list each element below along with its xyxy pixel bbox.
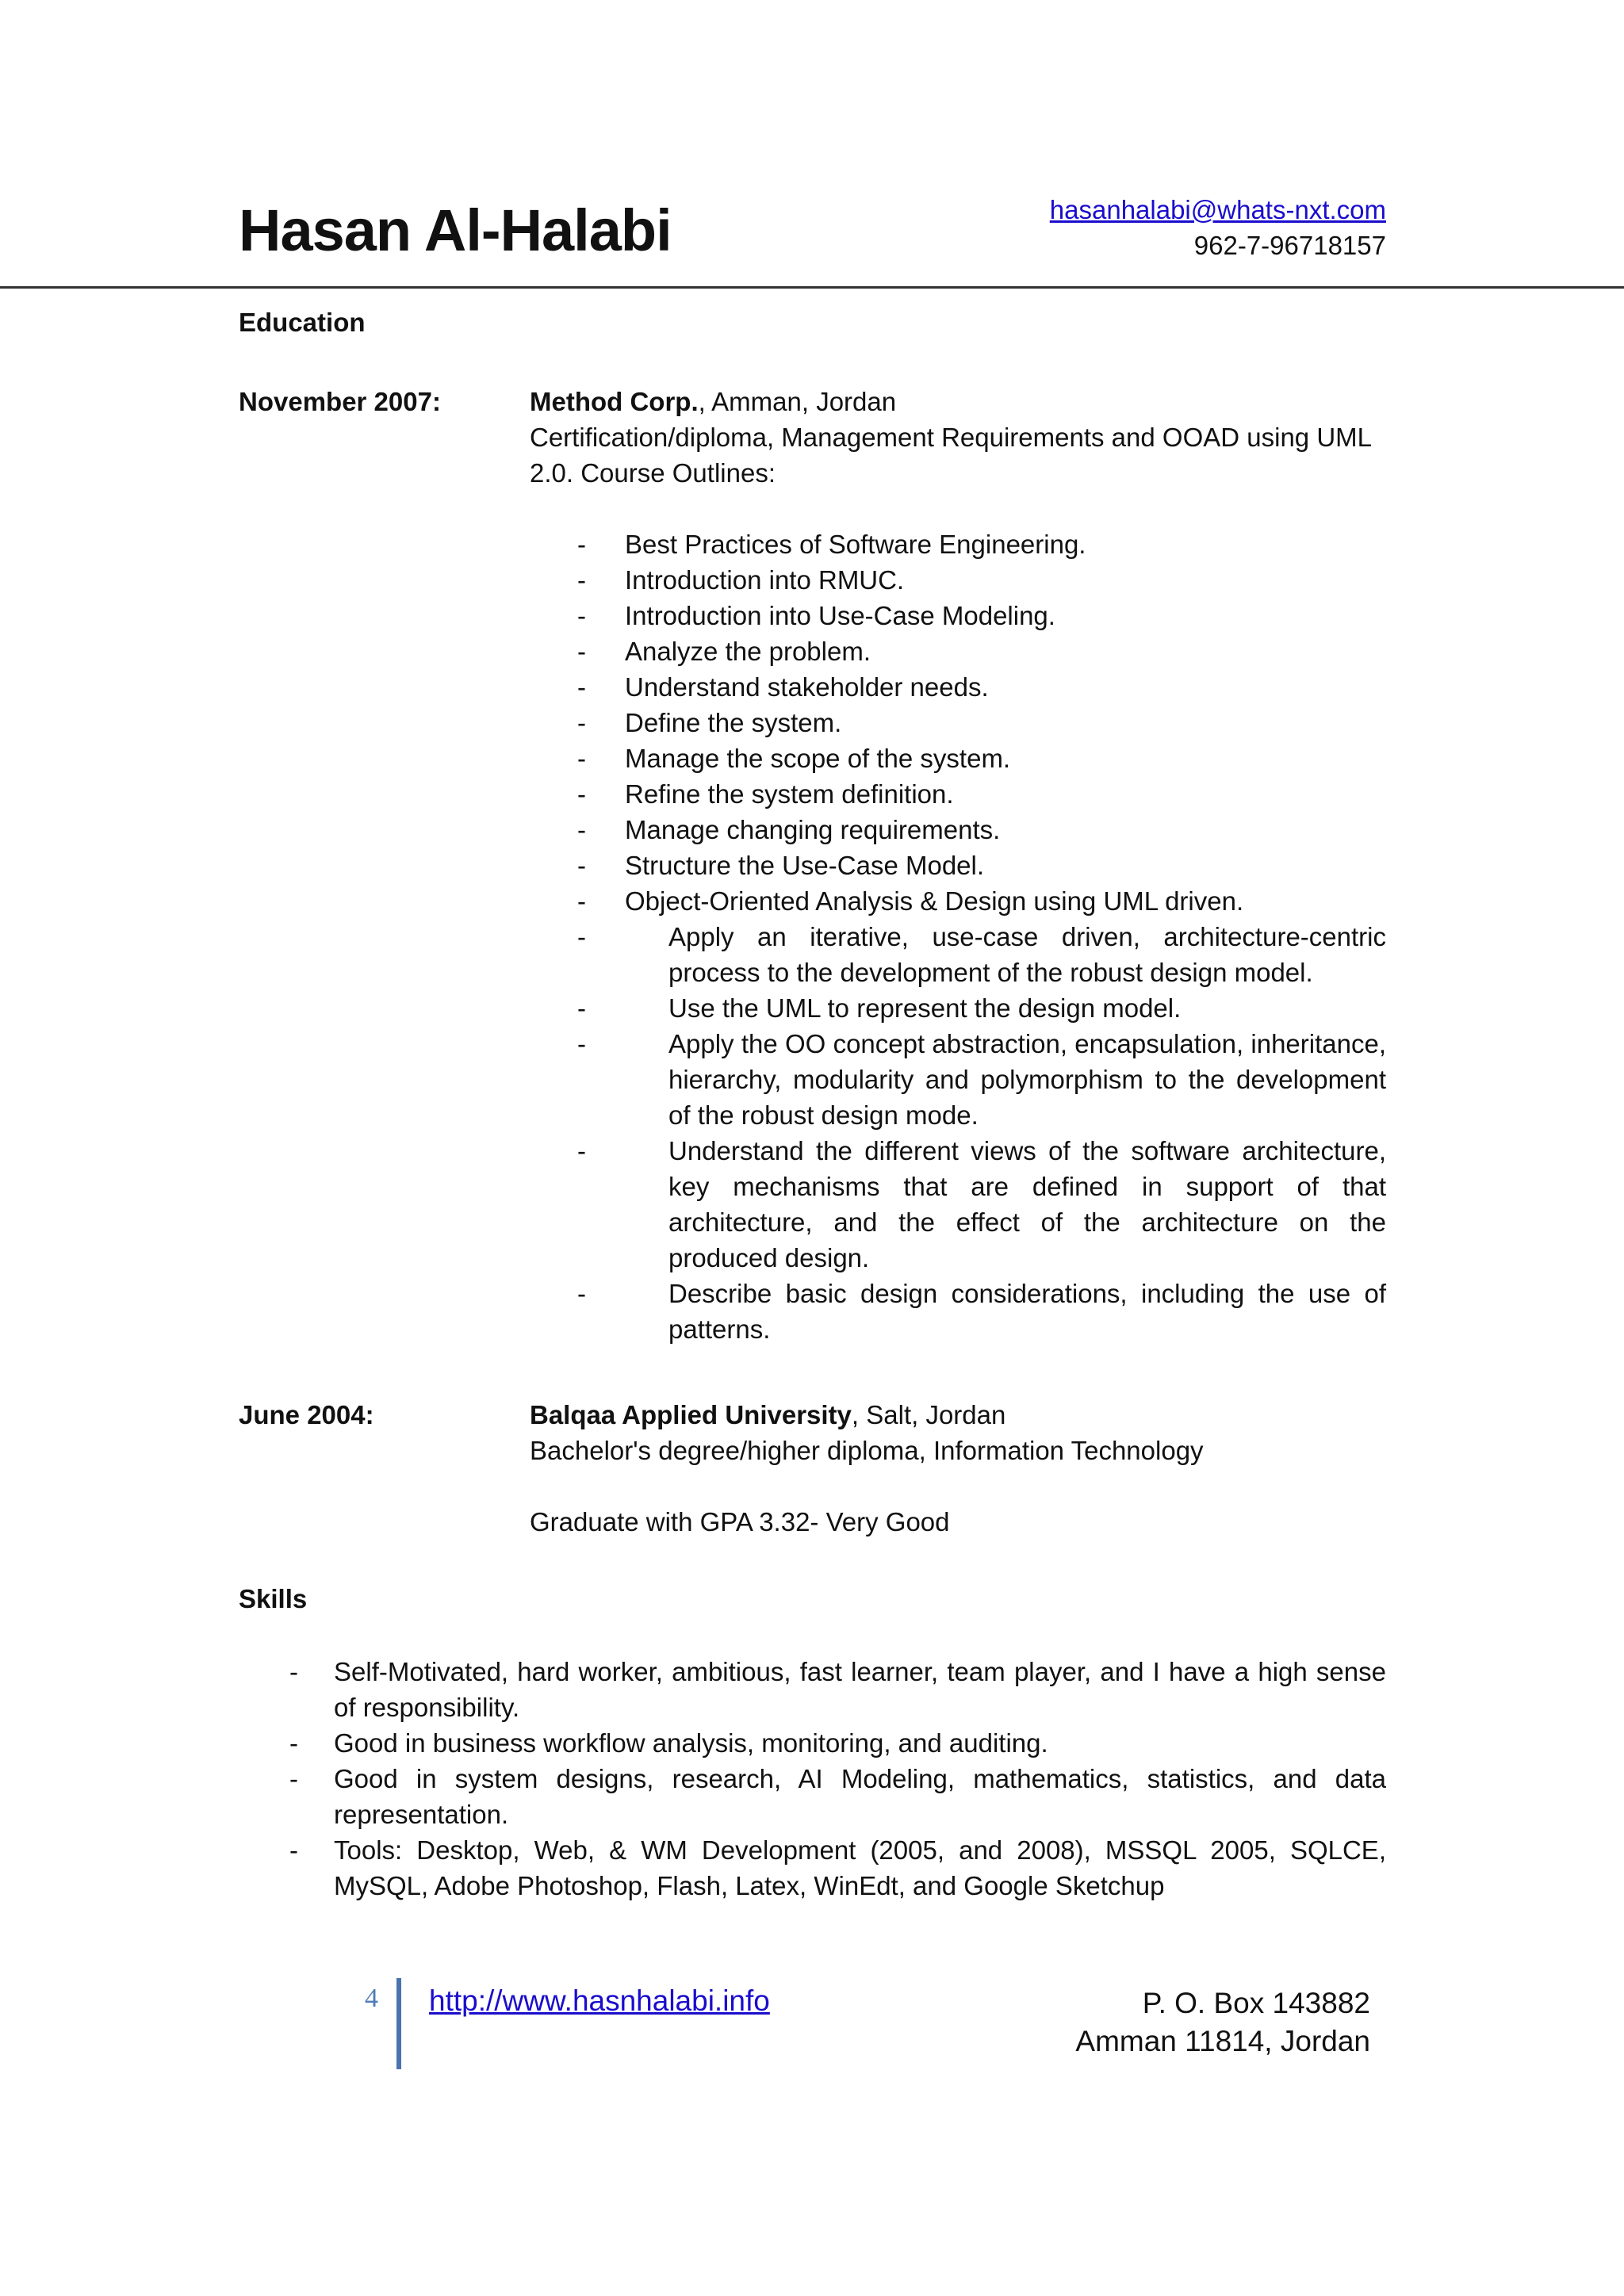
skills-heading: Skills <box>239 1584 308 1613</box>
institution-line <box>530 384 1386 419</box>
candidate-name: Hasan Al-Halabi <box>239 197 672 263</box>
list-item: - Understand the different views of the software architecture, key mechanisms that are defined in support of that architecture, and the effect of the architecture on the produced design. <box>530 1133 1386 1276</box>
list-item: - Apply the OO concept abstraction, encapsulation, inheritance, hierarchy, modularity and polymorphism to the development of the robust design mode. <box>530 1026 1386 1133</box>
list-item: - Introduction into RMUC. <box>530 562 1386 598</box>
list-item: - Use the UML to represent the design model. <box>530 990 1386 1026</box>
page-number: 4 <box>365 1984 378 2013</box>
website-link[interactable]: http://www.hasnhalabi.info <box>429 1984 770 2017</box>
list-item: - Analyze the problem. <box>530 633 1386 669</box>
institution-location: , Amman, Jordan <box>698 387 897 416</box>
list-item: - Manage changing requirements. <box>530 812 1386 848</box>
list-item: - Self-Motivated, hard worker, ambitious, fast learner, team player, and I have a high sense of responsibility. <box>239 1654 1386 1725</box>
entry-description: Bachelor's degree/higher diploma, Information Technology <box>530 1436 1204 1465</box>
address-line: Amman 11814, Jordan <box>1075 2025 1370 2057</box>
education-entry <box>530 1397 1386 1540</box>
phone-number: 962-7-96718157 <box>1193 231 1386 260</box>
institution-line <box>530 1397 1386 1433</box>
institution-location: , Salt, Jordan <box>851 1400 1006 1429</box>
contact-block <box>1050 192 1386 263</box>
footer-address <box>1075 1984 1370 2061</box>
list-item: - Tools: Desktop, Web, & WM Development (2005, and 2008), MSSQL 2005, SQLCE, MySQL, Adobe Photoshop, Flash, Latex, WinEdt, and Google Sketchup <box>239 1832 1386 1904</box>
entry-date: November 2007: <box>239 387 441 416</box>
list-item: - Object-Oriented Analysis & Design using UML driven. <box>530 883 1386 919</box>
list-item: - Apply an iterative, use-case driven, architecture-centric process to the development of the robust design model. <box>530 919 1386 990</box>
address-line: P. O. Box 143882 <box>1142 1987 1370 2019</box>
course-sub-outline-list <box>530 919 1386 1347</box>
institution-name: Balqaa Applied University <box>530 1400 852 1429</box>
entry-date: June 2004: <box>239 1400 374 1429</box>
skills-block <box>239 1654 1386 1904</box>
footer-accent-bar <box>396 1978 401 2069</box>
education-entry <box>530 384 1386 1347</box>
institution-name: Method Corp. <box>530 387 699 416</box>
list-item: - Good in system designs, research, AI Modeling, mathematics, statistics, and data representation. <box>239 1761 1386 1832</box>
list-item: - Introduction into Use-Case Modeling. <box>530 598 1386 633</box>
entry-note: Graduate with GPA 3.32- Very Good <box>530 1507 950 1536</box>
email-link[interactable]: hasanhalabi@whats-nxt.com <box>1049 195 1386 224</box>
education-heading: Education <box>239 308 366 337</box>
list-item: - Manage the scope of the system. <box>530 740 1386 776</box>
list-item: - Structure the Use-Case Model. <box>530 848 1386 883</box>
list-item: - Refine the system definition. <box>530 776 1386 812</box>
list-item: - Good in business workflow analysis, monitoring, and auditing. <box>239 1725 1386 1761</box>
course-outline-list <box>530 526 1386 919</box>
list-item: - Describe basic design considerations, including the use of patterns. <box>530 1276 1386 1347</box>
list-item: - Understand stakeholder needs. <box>530 669 1386 705</box>
entry-description: Certification/diploma, Management Requirements and OOAD using UML 2.0. Course Outlines: <box>530 423 1371 488</box>
list-item: - Define the system. <box>530 705 1386 740</box>
skills-list <box>239 1654 1386 1904</box>
list-item: - Best Practices of Software Engineering. <box>530 526 1386 562</box>
header-divider <box>0 286 1624 289</box>
